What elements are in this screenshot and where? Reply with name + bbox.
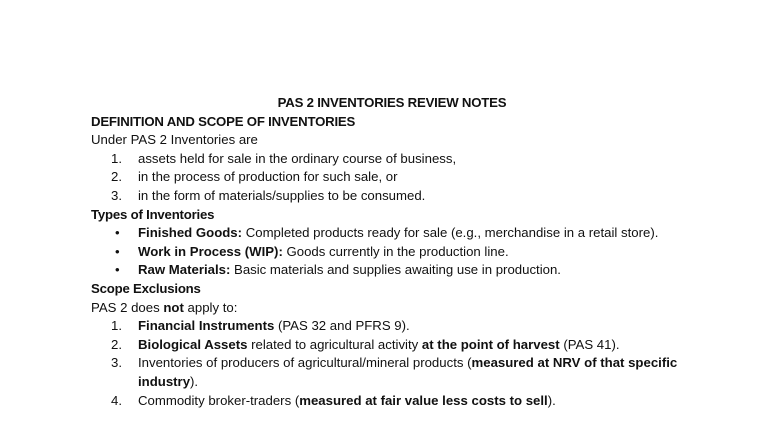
exclusion-text: ).	[190, 373, 199, 389]
exclusion-text: (PAS 32 and PFRS 9).	[274, 318, 410, 334]
list-item	[91, 317, 731, 336]
intro-text: apply to:	[183, 299, 238, 315]
types-list	[91, 224, 731, 280]
exclusion-text: (PAS 41).	[559, 336, 620, 352]
list-number: 2.	[111, 169, 122, 185]
bullet-marker: •	[115, 243, 120, 259]
exclusion-emphasis: measured at NRV of that specific industry	[138, 355, 678, 389]
type-term: Work in Process (WIP):	[138, 243, 283, 259]
exclusions-intro	[91, 299, 731, 318]
list-number: 3.	[111, 187, 122, 203]
type-description: Goods currently in the production line.	[282, 243, 509, 259]
section-heading-exclusions: Scope Exclusions	[91, 280, 201, 296]
list-item-text: assets held for sale in the ordinary course of business,	[138, 150, 457, 166]
list-item	[91, 354, 731, 391]
type-term: Raw Materials:	[138, 262, 231, 278]
document-page	[91, 94, 731, 410]
list-number: 2.	[111, 336, 122, 352]
intro-text: PAS 2 does	[91, 299, 164, 315]
list-item	[91, 243, 731, 262]
list-item	[91, 392, 731, 411]
list-item	[91, 187, 731, 206]
exclusion-term: Biological Assets	[138, 336, 248, 352]
list-item	[91, 168, 731, 187]
list-item-text: in the form of materials/supplies to be consumed.	[138, 187, 426, 203]
exclusion-text: Commodity broker-traders (	[138, 392, 300, 408]
type-description: Basic materials and supplies awaiting use in production.	[230, 262, 561, 278]
exclusion-emphasis: measured at fair value less costs to sell	[299, 392, 548, 408]
type-description: Completed products ready for sale (e.g., merchandise in a retail store).	[242, 225, 659, 241]
list-item	[91, 261, 731, 280]
list-item	[91, 224, 731, 243]
list-item-text: in the process of production for such sale, or	[138, 169, 398, 185]
section-heading-types: Types of Inventories	[91, 206, 215, 222]
list-item	[91, 336, 731, 355]
document-title: PAS 2 INVENTORIES REVIEW NOTES	[277, 95, 507, 110]
definition-list	[91, 150, 731, 206]
section-heading-definition: DEFINITION AND SCOPE OF INVENTORIES	[91, 113, 356, 129]
type-term: Finished Goods:	[138, 225, 243, 241]
bullet-marker: •	[115, 262, 120, 278]
list-number: 1.	[111, 318, 122, 334]
exclusion-text: related to agricultural activity	[247, 336, 422, 352]
exclusion-emphasis: at the point of harvest	[421, 336, 560, 352]
exclusions-list	[91, 317, 731, 410]
definition-intro: Under PAS 2 Inventories are	[91, 132, 258, 148]
bullet-marker: •	[115, 225, 120, 241]
exclusion-term: Financial Instruments	[138, 318, 275, 334]
exclusion-text: Inventories of producers of agricultural/mineral products (	[138, 355, 472, 371]
list-number: 3.	[111, 355, 122, 371]
list-number: 4.	[111, 392, 122, 408]
exclusion-text: ).	[547, 392, 556, 408]
list-item	[91, 150, 731, 169]
list-number: 1.	[111, 150, 122, 166]
intro-emphasis: not	[163, 299, 184, 315]
